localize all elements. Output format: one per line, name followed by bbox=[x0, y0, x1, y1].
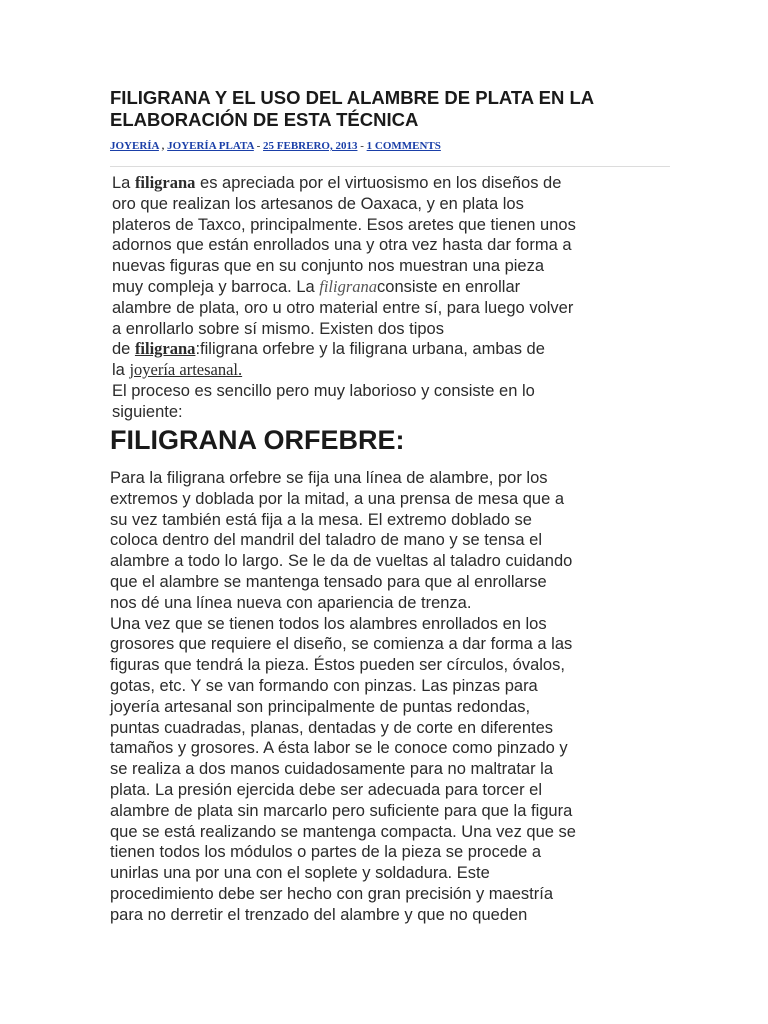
body-line: gotas, etc. Y se van formando con pinzas. Las pinzas para bbox=[110, 676, 538, 695]
body-line: joyería artesanal son principalmente de puntas redondas, bbox=[110, 697, 531, 716]
intro-line bbox=[112, 360, 677, 381]
intro-line: alambre de plata, oro u otro material entre sí, para luego volver bbox=[112, 298, 574, 317]
body-line: que el alambre se mantenga tensado para que al enrollarse bbox=[110, 572, 547, 591]
section-heading: FILIGRANA ORFEBRE: bbox=[110, 425, 405, 455]
comments-link[interactable]: 1 COMMENTS bbox=[366, 140, 441, 152]
filigrana-link[interactable]: filigrana bbox=[134, 339, 196, 359]
meta-separator: - bbox=[360, 140, 364, 152]
body-line: coloca dentro del mandril del taladro de mano y se tensa el bbox=[110, 531, 543, 550]
meta-separator: - bbox=[256, 140, 261, 152]
body-line: nos dé una línea nueva con apariencia de trenza. bbox=[110, 593, 472, 612]
body-line: Una vez que se tienen todos los alambres enrollados en los bbox=[110, 614, 547, 633]
body-line: se realiza a dos manos cuidadosamente para no maltratar la bbox=[110, 760, 553, 779]
intro-line: siguiente: bbox=[112, 402, 183, 421]
filigrana-italic-term: filigrana bbox=[319, 276, 378, 296]
article-title-line-1: FILIGRANA Y EL USO DEL ALAMBRE DE PLATA EN LA bbox=[110, 87, 595, 108]
body-line: grosores que requiere el diseño, se comienza a dar forma a las bbox=[110, 635, 573, 654]
body-line: tamaños y grosores. A ésta labor se le conoce como pinzado y bbox=[110, 739, 568, 758]
intro-line: adornos que están enrollados una y otra vez hasta dar forma a bbox=[112, 236, 572, 255]
body-line: Para la filigrana orfebre se fija una línea de alambre, por los bbox=[110, 469, 548, 487]
intro-line bbox=[112, 339, 677, 360]
text: es apreciada por el virtuosismo en los diseños de bbox=[195, 174, 562, 192]
body-line: alambre de plata sin marcarlo pero suficiente para que la figura bbox=[110, 801, 573, 820]
body-line: puntas cuadradas, planas, dentadas y de corte en diferentes bbox=[110, 718, 554, 737]
article-meta bbox=[110, 139, 670, 153]
body-line: extremos y doblada por la mitad, a una prensa de mesa que a bbox=[110, 489, 565, 508]
joyeria-artesanal-link[interactable]: joyería artesanal. bbox=[129, 360, 243, 380]
divider bbox=[110, 166, 670, 167]
body-line: alambre a todo lo largo. Se le da de vueltas al taladro cuidando bbox=[110, 552, 573, 571]
body-line: tienen todos los módulos o partes de la pieza se procede a bbox=[110, 843, 542, 862]
meta-comma: , bbox=[161, 140, 165, 152]
text: :filigrana orfebre y la filigrana urbana, ambas de bbox=[195, 340, 545, 359]
body-line: para no derretir el trenzado del alambre y que no queden bbox=[110, 905, 528, 924]
body-line: que se está realizando se mantenga compacta. Una vez que se bbox=[110, 822, 576, 841]
article-title bbox=[110, 87, 670, 131]
intro-line: a enrollarlo sobre sí mismo. Existen dos tipos bbox=[112, 319, 444, 338]
date-link[interactable]: 25 FEBRERO, 2013 bbox=[263, 140, 358, 152]
intro-line: nuevas figuras que en su conjunto nos muestran una pieza bbox=[112, 257, 545, 276]
intro-line: plateros de Taxco, principalmente. Esos aretes que tienen unos bbox=[112, 215, 576, 234]
category-link-joyeria-plata[interactable]: JOYERÍA PLATA bbox=[167, 140, 254, 152]
category-link-joyeria[interactable]: JOYERÍA bbox=[110, 140, 159, 152]
filigrana-term: filigrana bbox=[134, 173, 196, 192]
article-title-line-2: ELABORACIÓN DE ESTA TÉCNICA bbox=[110, 109, 419, 130]
intro-line: oro que realizan los artesanos de Oaxaca, y en plata los bbox=[112, 194, 524, 213]
intro-line bbox=[112, 277, 677, 298]
intro-line: El proceso es sencillo pero muy laborioso y consiste en lo bbox=[112, 381, 535, 400]
body-line: plata. La presión ejercida debe ser adecuada para torcer el bbox=[110, 780, 543, 799]
body-line: su vez también está fija a la mesa. El extremo doblado se bbox=[110, 510, 532, 529]
body-line: unirlas una por una con el soplete y soldadura. Este bbox=[110, 864, 490, 883]
body-line: procedimiento debe ser hecho con gran precisión y maestría bbox=[110, 884, 553, 903]
intro-paragraph bbox=[112, 173, 677, 423]
intro-line bbox=[112, 173, 677, 194]
body-paragraph bbox=[110, 468, 680, 926]
text: de bbox=[112, 340, 135, 359]
text: La bbox=[112, 174, 135, 192]
text: muy compleja y barroca. La bbox=[112, 277, 320, 296]
text: consiste en enrollar bbox=[377, 277, 521, 296]
text: la bbox=[112, 361, 130, 380]
body-line: figuras que tendrá la pieza. Éstos pueden ser círculos, óvalos, bbox=[110, 656, 565, 675]
